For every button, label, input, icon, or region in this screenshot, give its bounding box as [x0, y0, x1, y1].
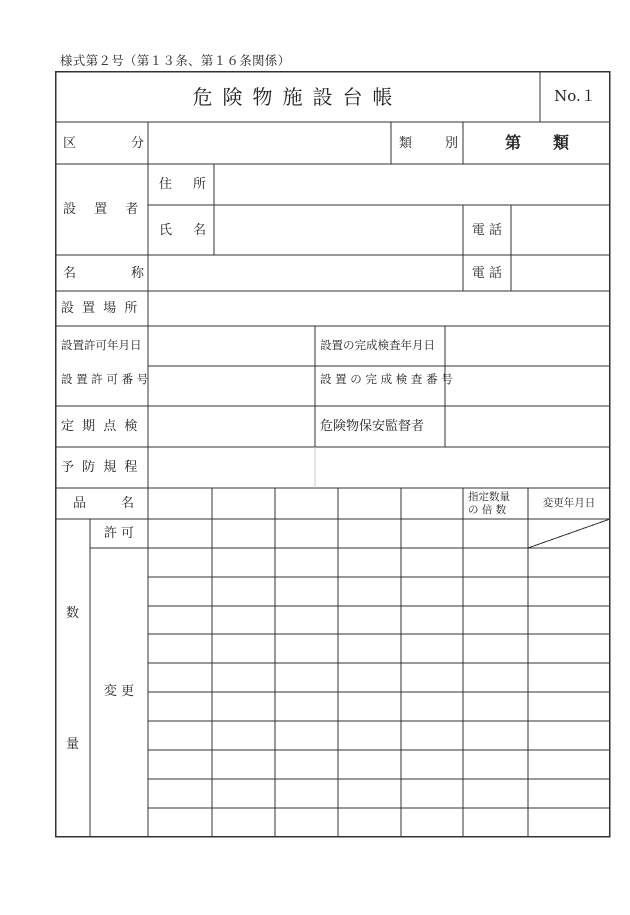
form-number: No.１	[554, 87, 596, 105]
meisho-label-second: 称	[131, 265, 145, 281]
ruibetsu-label-second: 別	[445, 135, 459, 151]
form-title: 危険物施設台帳	[192, 84, 403, 109]
completion-date-label: 設置の完成検査年月日	[320, 338, 435, 353]
meisho-label-first: 名	[63, 265, 77, 281]
suryo-label-first: 数	[65, 605, 79, 621]
phone-label-owner: 電 話	[471, 222, 503, 238]
supervisor-label: 危険物保安監督者	[320, 419, 425, 434]
phone-label-facility: 電 話	[471, 265, 503, 281]
periodic-inspection-label: 定 期 点 検	[61, 419, 140, 434]
permit-date-label: 設置許可年月日	[61, 338, 142, 353]
designated-quantity-line1: 指定数量	[468, 490, 510, 503]
kubun-label-first: 区	[63, 135, 77, 151]
designated-quantity-multiple-label	[468, 490, 524, 518]
designated-quantity-line2: の 倍 数	[468, 504, 507, 516]
name-label-second: 名	[193, 222, 207, 238]
address-label-second: 所	[193, 177, 207, 192]
address-label-first: 住	[159, 177, 173, 192]
ruibetsu-label-first: 類	[399, 135, 413, 151]
dai-label: 第	[505, 133, 522, 152]
rui-label: 類	[553, 133, 570, 152]
change-quantity-label: 変 更	[103, 683, 135, 699]
permit-quantity-label: 許 可	[103, 526, 135, 541]
hinmei-label-second: 名	[121, 496, 135, 511]
name-label-first: 氏	[159, 222, 173, 238]
location-label: 設 置 場 所	[61, 301, 140, 316]
suryo-label-second: 量	[65, 736, 79, 752]
settisha-label: 設 置 者	[63, 202, 146, 217]
facility-ledger-form	[55, 71, 610, 837]
hinmei-label-first: 品	[73, 496, 87, 511]
form-caption: 様式第２号（第１３条、第１６条関係）	[60, 53, 291, 68]
change-date-label: 変更年月日	[542, 496, 596, 509]
prevention-rules-label: 予 防 規 程	[61, 460, 140, 475]
kubun-label-second: 分	[131, 135, 145, 151]
completion-number-label: 設 置 の 完 成 検 査 番 号	[320, 372, 453, 387]
permit-number-label: 設 置 許 可 番 号	[61, 372, 149, 387]
